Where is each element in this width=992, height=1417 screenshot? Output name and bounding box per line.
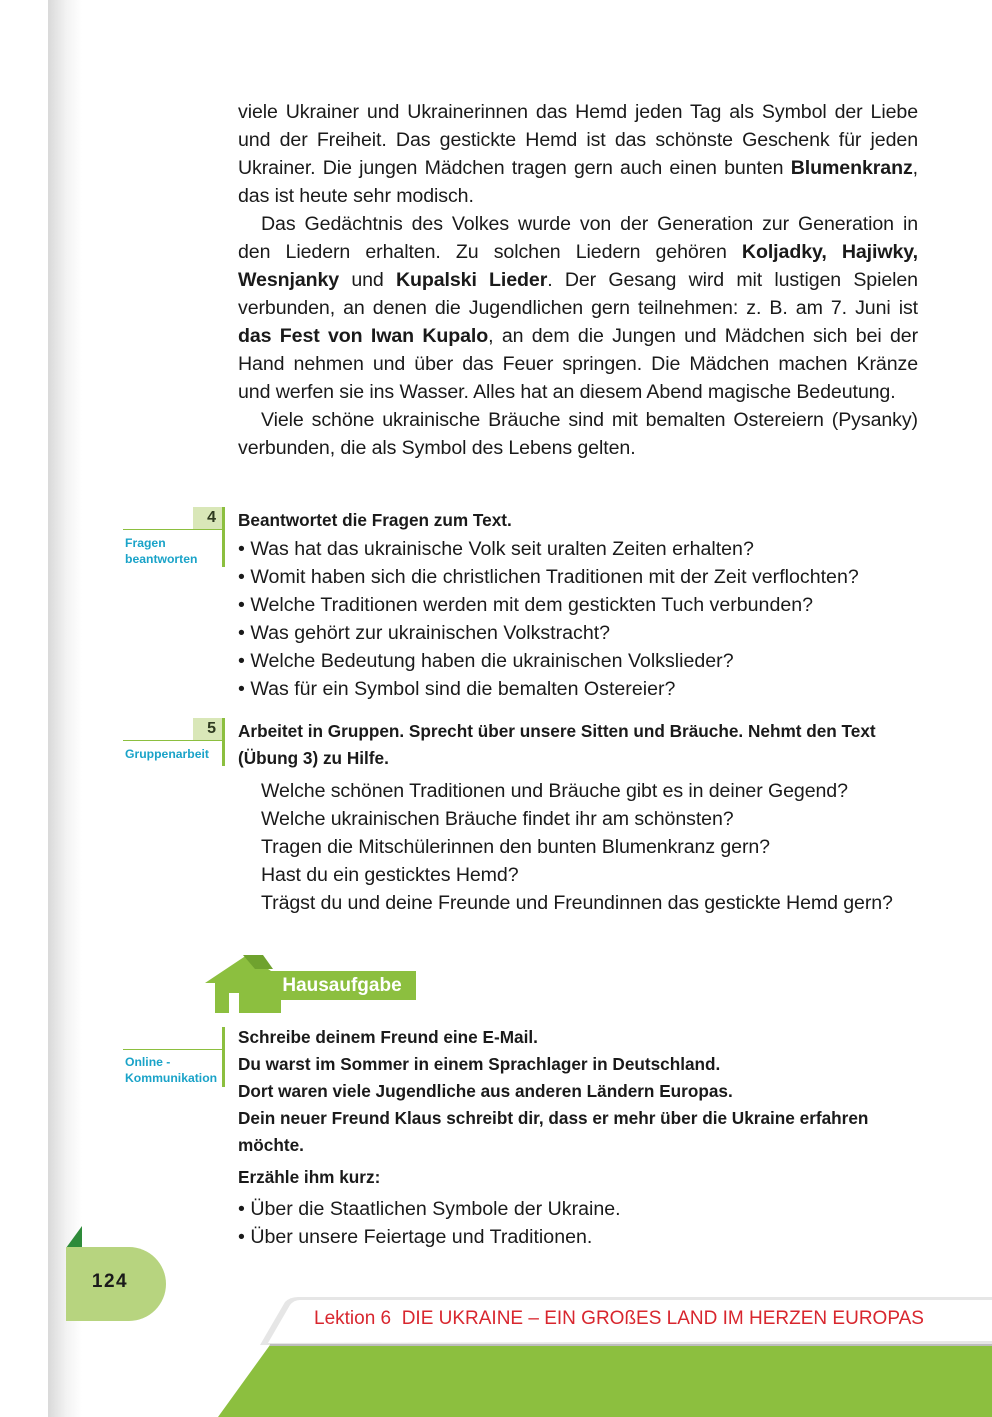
task-heading: Beantwortet die Fragen zum Text.	[238, 510, 512, 530]
homework-line: Dort waren viele Jugendliche aus anderen Ländern Europas.	[238, 1081, 733, 1101]
lesson-title	[314, 1305, 954, 1333]
text-span: , das ist heute sehr modisch.	[238, 157, 918, 207]
homework-prompt: Erzähle ihm kurz:	[238, 1167, 381, 1187]
task-type-label: Online - Kommunikation	[125, 1055, 218, 1085]
list-item: Welche ukrainischen Bräuche findet ihr am schönsten?	[261, 808, 734, 830]
text-span: und	[339, 269, 396, 291]
task-type-label: Gruppenarbeit	[125, 747, 209, 761]
homework-banner: Hausaufgabe	[268, 971, 416, 1000]
homework-line: Schreibe deinem Freund eine E-Mail.	[238, 1027, 538, 1047]
task-number: 5	[193, 718, 225, 740]
bold-term: Blumenkranz	[790, 157, 913, 179]
list-item: • Über unsere Feiertage und Traditionen.	[238, 1223, 918, 1251]
list-item: Hast du ein gesticktes Hemd?	[261, 864, 519, 886]
list-item: • Welche Traditionen werden mit dem gestickten Tuch verbunden?	[238, 591, 918, 619]
list-item: Welche schönen Traditionen und Bräuche gibt es in deiner Gegend?	[261, 780, 848, 802]
text-span: Das Gedächtnis des Volkes wurde von der Generation zur Generation in den Liedern erhalten. Zu solchen Liedern gehören	[238, 213, 918, 263]
bold-term: Kupalski Lieder	[395, 269, 548, 291]
list-item: • Womit haben sich die christlichen Traditionen mit der Zeit verflochten?	[238, 563, 918, 591]
task-type-label: Fragen beantworten	[125, 536, 198, 566]
homework-line: Dein neuer Freund Klaus schreibt dir, dass er mehr über die Ukraine erfahren möchte.	[238, 1108, 869, 1155]
paragraph-3: Viele schöne ukrainische Bräuche sind mit bemalten Ostereiern (Pysanky) verbunden, die als Symbol des Lebens gelten.	[238, 409, 918, 459]
task-number: 4	[193, 507, 225, 529]
list-item: • Welche Bedeutung haben die ukrainischen Volkslieder?	[238, 647, 918, 675]
lesson-number: Lektion 6	[314, 1308, 392, 1329]
list-item: Trägst du und deine Freunde und Freundinnen das gestickte Hemd gern?	[261, 892, 893, 914]
list-item: • Was hat das ukrainische Volk seit uralten Zeiten erhalten?	[238, 535, 918, 563]
list-item: Tragen die Mitschülerinnen den bunten Blumenkranz gern?	[261, 836, 770, 858]
page-number: 124	[91, 1271, 129, 1292]
list-item: • Was für ein Symbol sind die bemalten Ostereier?	[238, 675, 918, 703]
homework-line: Du warst im Sommer in einem Sprachlager in Deutschland.	[238, 1054, 721, 1074]
list-item: • Was gehört zur ukrainischen Volkstracht?	[238, 619, 918, 647]
lesson-name: DIE UKRAINE – EIN GROßES LAND IM HERZEN EUROPAS	[401, 1308, 924, 1329]
text-span: viele Ukrainer und Ukrainerinnen das Hemd jeden Tag als Symbol der Liebe und der Freiheit. Das gestickte Hemd ist das schönste Geschenk für jeden Ukrainer. Die jungen Mädchen tragen gern auch einen bunten	[238, 101, 918, 179]
task-heading: Arbeitet in Gruppen. Sprecht über unsere Sitten und Bräuche. Nehmt den Text (Übung 3) zu Hilfe.	[238, 721, 876, 768]
text-span: , an dem die Jungen und Mädchen sich bei der Hand nehmen und über das Feuer springen. Die Mädchen machen Kränze und werfen sie ins Wasser. Alles hat an diesem Abend magische Bedeutung.	[238, 325, 918, 403]
list-item: • Über die Staatlichen Symbole der Ukraine.	[238, 1195, 918, 1223]
text-span: . Der Gesang wird mit lustigen Spielen verbunden, an denen die Jugendlichen gern teilnehmen: z. B. am 7. Juni ist	[238, 269, 918, 319]
bold-term: das Fest von Iwan Kupalo	[238, 325, 489, 347]
bold-term: Koljadky, Hajiwky, Wesnjanky	[238, 241, 918, 291]
